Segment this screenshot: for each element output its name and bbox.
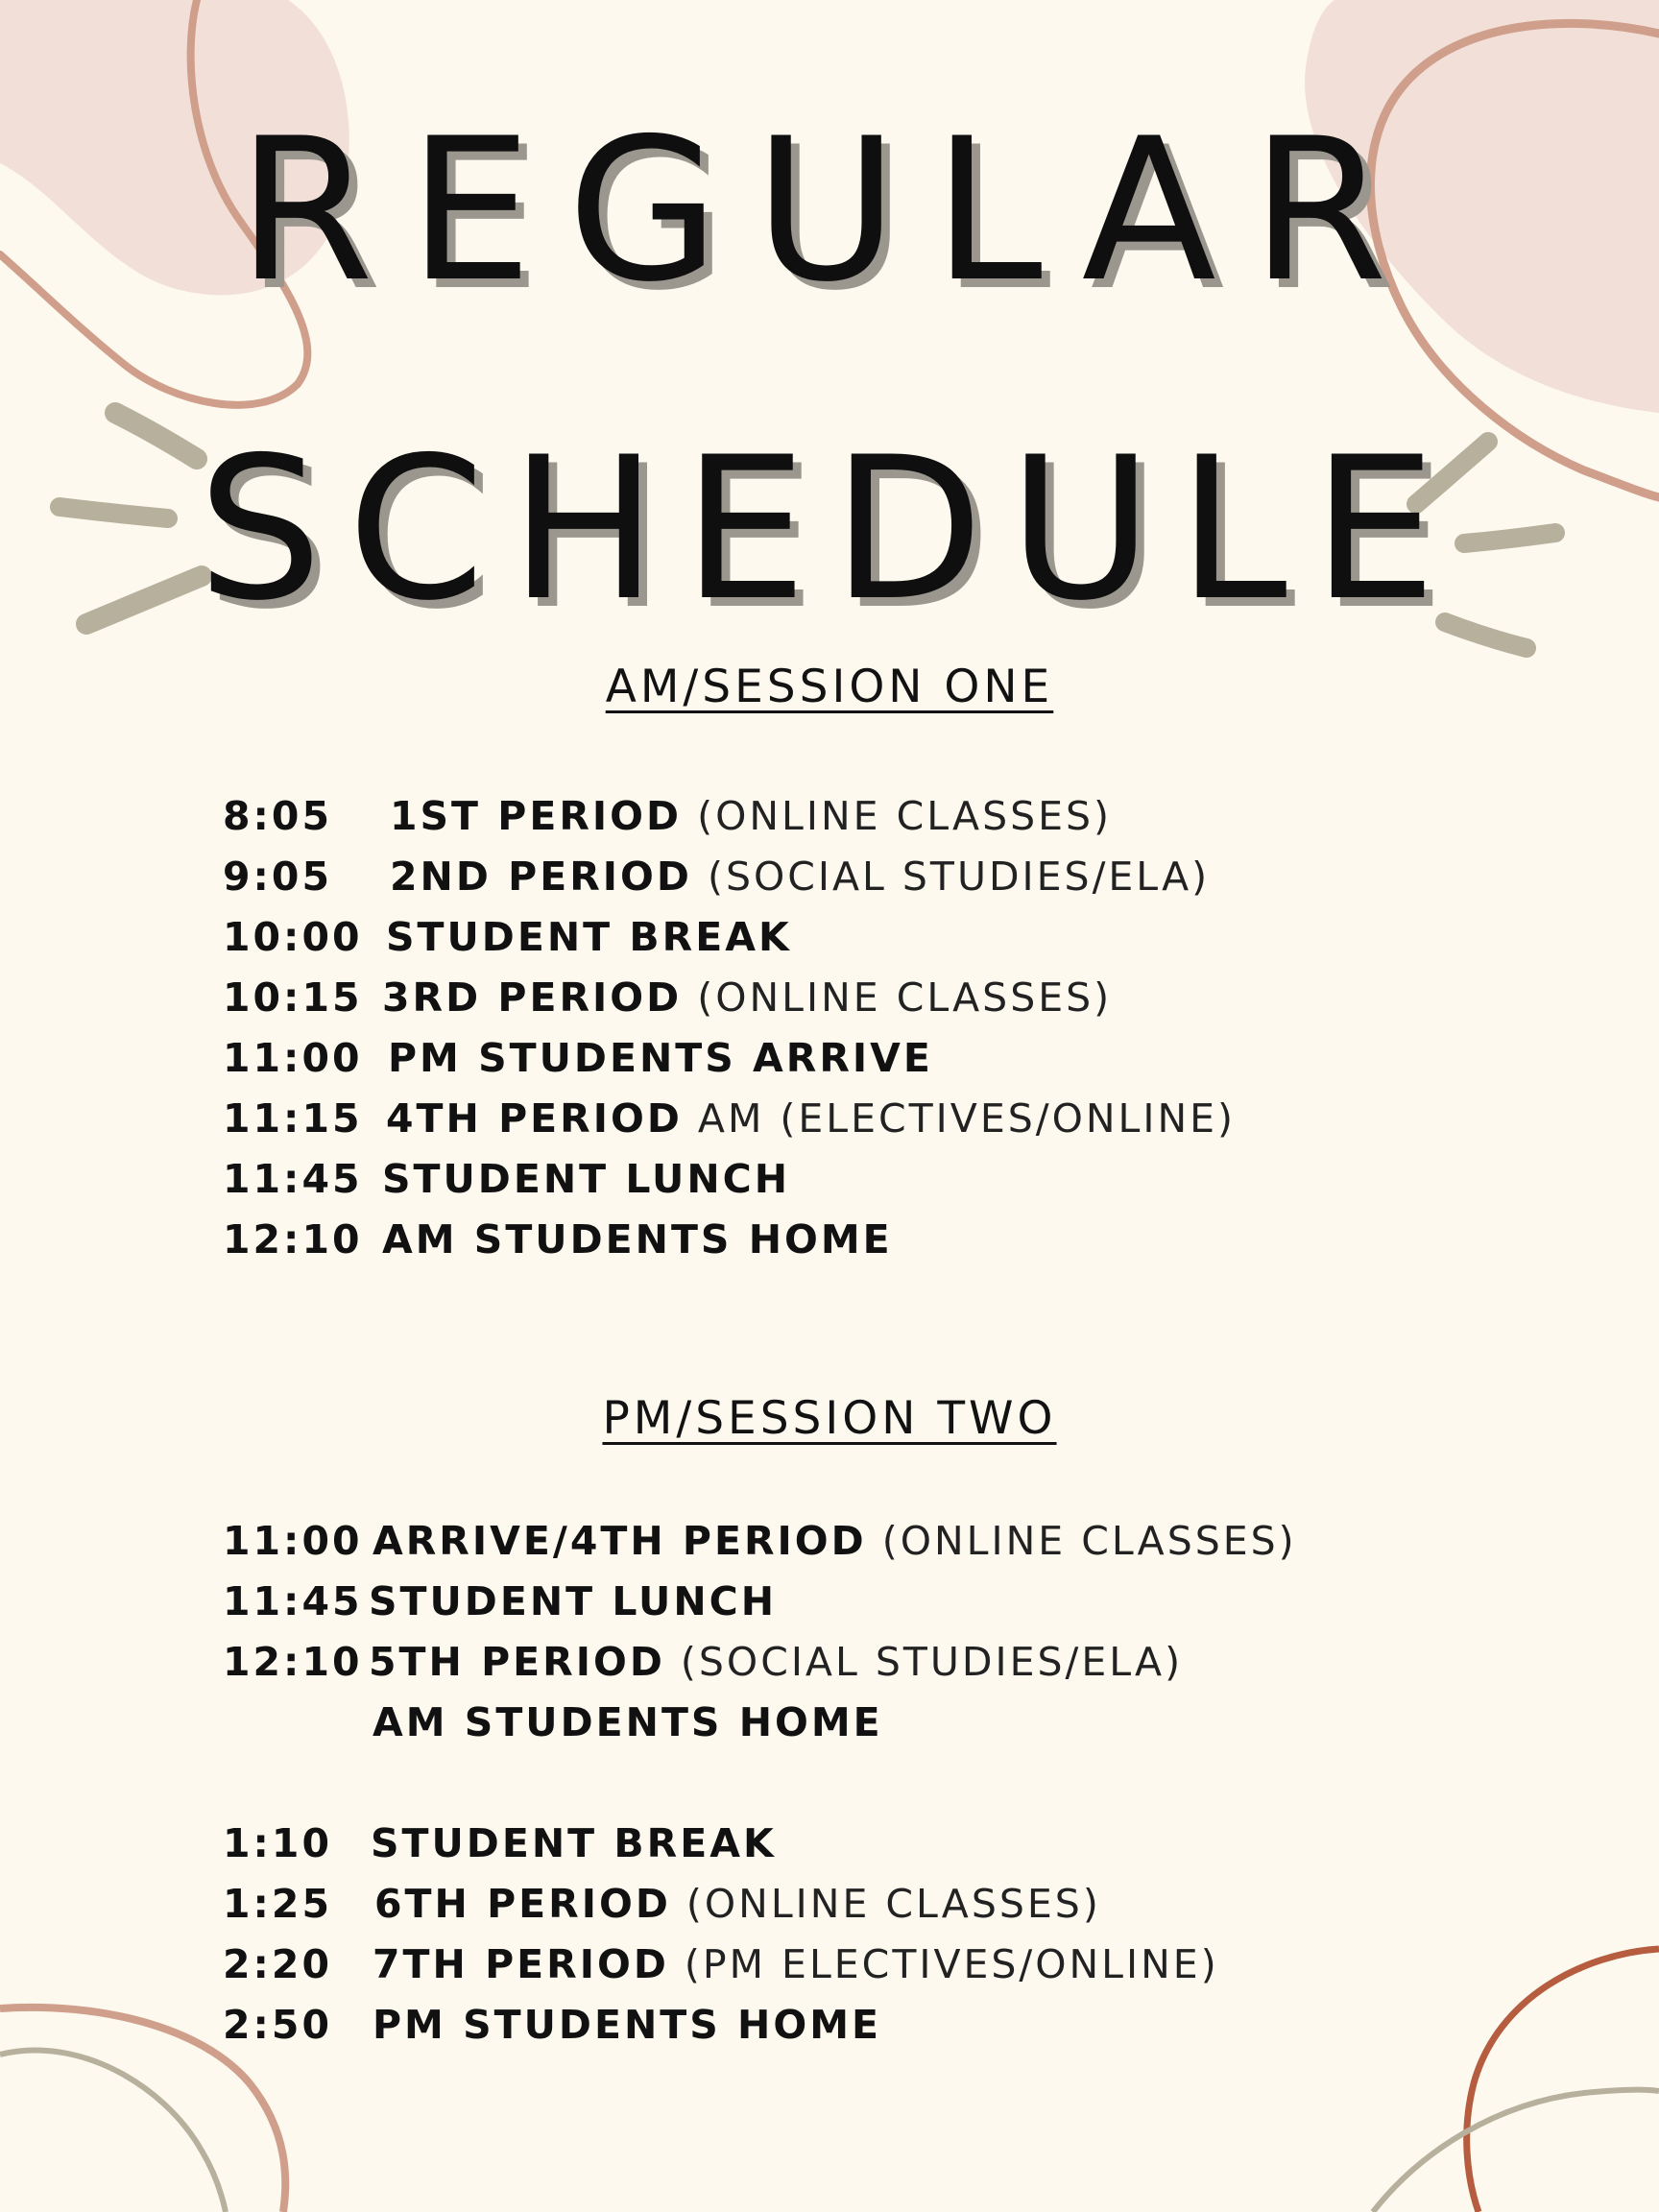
row-time: 11:45: [223, 1156, 363, 1202]
row-note: AM (ELECTIVES/ONLINE): [697, 1095, 1237, 1142]
row-main: STUDENT LUNCH: [382, 1156, 791, 1202]
row-label: [373, 1996, 881, 2054]
pm-session-heading: PM/SESSION TWO: [602, 1392, 1057, 1445]
row-time: 12:10: [223, 1639, 363, 1685]
bottom-left-olive-line: [0, 2051, 226, 2212]
row-note: (ONLINE CLASSES): [697, 793, 1113, 839]
row-time: 11:45: [223, 1578, 363, 1624]
row-main: STUDENT LUNCH: [369, 1578, 778, 1624]
row-note: (ONLINE CLASSES): [697, 974, 1113, 1021]
am-session-heading: AM/SESSION ONE: [605, 661, 1054, 713]
row-time: 11:00: [223, 1035, 363, 1081]
row-time: 10:00: [223, 914, 363, 960]
row-time: 9:05: [223, 854, 332, 900]
row-label: [382, 1211, 893, 1268]
row-time: 10:15: [223, 974, 363, 1021]
title-line-regular: REGULAR: [236, 97, 1423, 325]
row-label: [390, 787, 1112, 845]
row-main: 6TH PERIOD: [374, 1881, 671, 1927]
row-main: 7TH PERIOD: [373, 1941, 669, 1987]
row-note: (PM ELECTIVES/ONLINE): [684, 1941, 1219, 1987]
title-line-schedule: SCHEDULE: [197, 416, 1462, 644]
row-label: [382, 969, 1112, 1026]
row-label: [369, 1573, 777, 1630]
row-main: PM STUDENTS HOME: [373, 2002, 882, 2048]
row-main: STUDENT BREAK: [371, 1820, 777, 1866]
row-main: 3RD PERIOD: [382, 974, 683, 1021]
row-label: [382, 1150, 790, 1208]
row-time: 8:05: [223, 793, 332, 839]
row-note: (SOCIAL STUDIES/ELA): [707, 854, 1211, 900]
row-label: [373, 1694, 883, 1751]
row-time: 2:50: [223, 2002, 332, 2048]
row-main: STUDENT BREAK: [386, 914, 792, 960]
bottom-right-olive-line: [1373, 2090, 1659, 2212]
row-label: [369, 1633, 1183, 1691]
row-note: (ONLINE CLASSES): [685, 1881, 1101, 1927]
row-time: 2:20: [223, 1941, 332, 1987]
row-label: [386, 908, 792, 966]
row-note: (ONLINE CLASSES): [881, 1518, 1297, 1564]
row-label: [373, 1936, 1219, 1993]
row-main: ARRIVE/4TH PERIOD: [373, 1518, 867, 1564]
row-main: 4TH PERIOD: [386, 1095, 683, 1142]
row-label: [390, 848, 1210, 905]
row-label: [371, 1815, 777, 1872]
row-time: 11:00: [223, 1518, 363, 1564]
row-label: [388, 1029, 933, 1087]
bottom-right-rust-circle: [1467, 1949, 1659, 2212]
row-note: (SOCIAL STUDIES/ELA): [680, 1639, 1184, 1685]
row-time: 11:15: [223, 1095, 363, 1142]
row-label: [386, 1090, 1236, 1147]
row-label: [374, 1875, 1101, 1933]
row-main: 1ST PERIOD: [390, 793, 683, 839]
row-main: PM STUDENTS ARRIVE: [388, 1035, 933, 1081]
row-time: 12:10: [223, 1216, 363, 1262]
row-time: 1:10: [223, 1820, 332, 1866]
row-main: AM STUDENTS HOME: [373, 1699, 883, 1745]
row-main: 2ND PERIOD: [390, 854, 692, 900]
row-main: 5TH PERIOD: [369, 1639, 665, 1685]
row-label: [373, 1512, 1297, 1570]
row-time: 1:25: [223, 1881, 332, 1927]
row-main: AM STUDENTS HOME: [382, 1216, 893, 1262]
